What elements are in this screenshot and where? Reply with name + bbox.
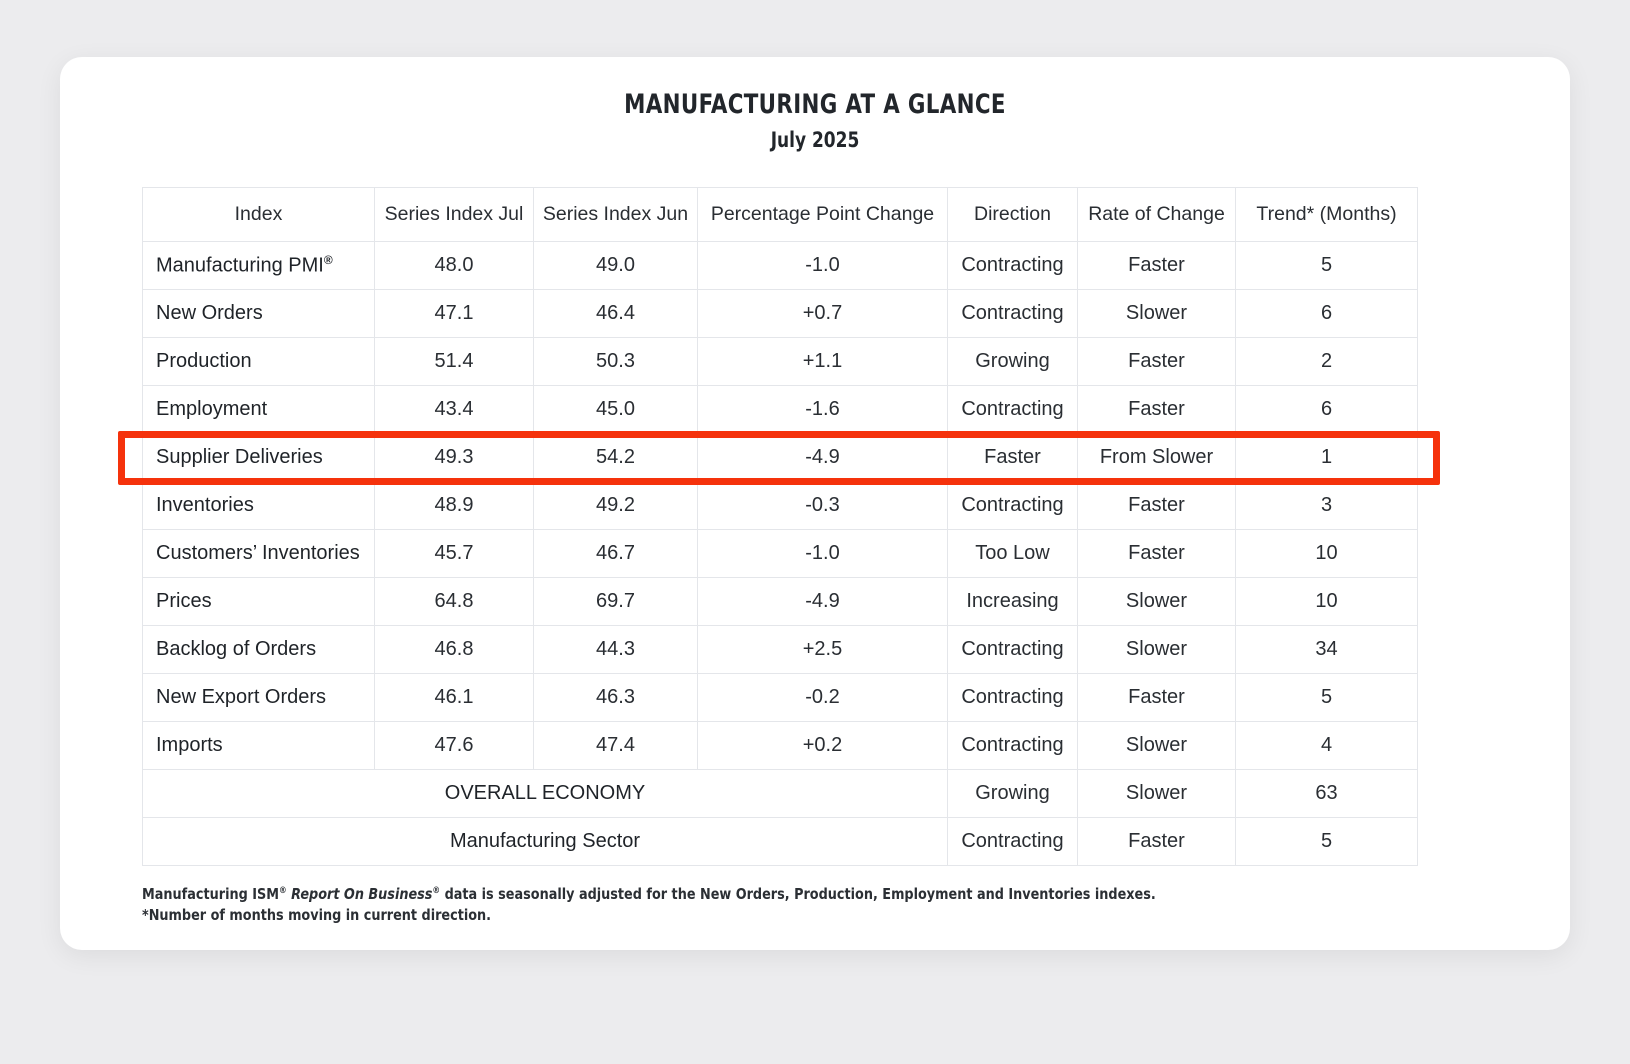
table-row (143, 338, 1418, 386)
cell-direction: Contracting (948, 290, 1078, 338)
cell-rate-of-change: Faster (1078, 386, 1236, 434)
cell-percentage-point-change: -4.9 (698, 434, 948, 482)
cell-trend-months: 3 (1236, 482, 1418, 530)
cell-direction: Contracting (948, 722, 1078, 770)
column-header-series-index-jun: Series Index Jun (534, 188, 698, 242)
cell-index-name: Imports (143, 722, 375, 770)
footnote-registered-2: ® (432, 886, 441, 896)
column-header-trend-months: Trend* (Months) (1236, 188, 1418, 242)
cell-summary-label: OVERALL ECONOMY (143, 770, 948, 818)
column-header-percentage-point-change: Percentage Point Change (698, 188, 948, 242)
cell-trend-months: 1 (1236, 434, 1418, 482)
table-header (143, 188, 1418, 242)
cell-percentage-point-change: -1.6 (698, 386, 948, 434)
cell-rate-of-change: From Slower (1078, 434, 1236, 482)
cell-trend-months: 2 (1236, 338, 1418, 386)
cell-trend-months: 4 (1236, 722, 1418, 770)
cell-series-index-jun: 49.0 (534, 242, 698, 290)
cell-percentage-point-change: -4.9 (698, 578, 948, 626)
cell-rate-of-change: Faster (1078, 818, 1236, 866)
column-header-series-index-jul: Series Index Jul (375, 188, 534, 242)
cell-series-index-jul: 48.9 (375, 482, 534, 530)
cell-rate-of-change: Slower (1078, 290, 1236, 338)
cell-series-index-jul: 47.1 (375, 290, 534, 338)
cell-series-index-jul: 45.7 (375, 530, 534, 578)
cell-trend-months: 6 (1236, 290, 1418, 338)
footnote-line-1 (142, 884, 1421, 905)
cell-percentage-point-change: -1.0 (698, 242, 948, 290)
cell-series-index-jul: 48.0 (375, 242, 534, 290)
cell-series-index-jun: 49.2 (534, 482, 698, 530)
table-row (143, 482, 1418, 530)
cell-percentage-point-change: +1.1 (698, 338, 948, 386)
cell-rate-of-change: Slower (1078, 770, 1236, 818)
cell-trend-months: 34 (1236, 626, 1418, 674)
table-row (143, 434, 1418, 482)
cell-series-index-jul: 51.4 (375, 338, 534, 386)
cell-series-index-jun: 54.2 (534, 434, 698, 482)
cell-index-name: Inventories (143, 482, 375, 530)
cell-direction: Increasing (948, 578, 1078, 626)
cell-direction: Contracting (948, 626, 1078, 674)
cell-series-index-jul: 46.8 (375, 626, 534, 674)
cell-direction: Contracting (948, 818, 1078, 866)
footnote-registered-1: ® (278, 886, 287, 896)
cell-rate-of-change: Faster (1078, 674, 1236, 722)
cell-series-index-jul: 46.1 (375, 674, 534, 722)
cell-direction: Too Low (948, 530, 1078, 578)
cell-direction: Contracting (948, 242, 1078, 290)
cell-percentage-point-change: -0.2 (698, 674, 948, 722)
cell-trend-months: 5 (1236, 674, 1418, 722)
cell-percentage-point-change: +2.5 (698, 626, 948, 674)
report-card (60, 57, 1570, 950)
footnote-ism-text: Manufacturing ISM (142, 885, 279, 903)
cell-trend-months: 10 (1236, 578, 1418, 626)
cell-rate-of-change: Faster (1078, 242, 1236, 290)
cell-index-name: Employment (143, 386, 375, 434)
table-row (143, 290, 1418, 338)
cell-index-name: Customers’ Inventories (143, 530, 375, 578)
cell-direction: Contracting (948, 386, 1078, 434)
footnote-seasonal-text: data is seasonally adjusted for the New Orders, Production, Employment and Inventories indexes. (444, 885, 1156, 903)
cell-series-index-jul: 64.8 (375, 578, 534, 626)
cell-summary-label: Manufacturing Sector (143, 818, 948, 866)
cell-trend-months: 6 (1236, 386, 1418, 434)
cell-index-name: New Orders (143, 290, 375, 338)
table-row (143, 626, 1418, 674)
cell-series-index-jul: 49.3 (375, 434, 534, 482)
cell-index-name: Manufacturing PMI® (143, 242, 375, 290)
cell-index-name: Supplier Deliveries (143, 434, 375, 482)
cell-series-index-jun: 46.4 (534, 290, 698, 338)
cell-trend-months: 5 (1236, 818, 1418, 866)
cell-direction: Contracting (948, 482, 1078, 530)
cell-trend-months: 63 (1236, 770, 1418, 818)
cell-direction: Growing (948, 338, 1078, 386)
column-header-direction: Direction (948, 188, 1078, 242)
cell-direction: Contracting (948, 674, 1078, 722)
summary-row (143, 818, 1418, 866)
cell-series-index-jun: 50.3 (534, 338, 698, 386)
cell-direction: Faster (948, 434, 1078, 482)
table-row (143, 674, 1418, 722)
table-row (143, 578, 1418, 626)
cell-series-index-jun: 69.7 (534, 578, 698, 626)
cell-percentage-point-change: -1.0 (698, 530, 948, 578)
title-block (60, 57, 1570, 152)
cell-rate-of-change: Faster (1078, 530, 1236, 578)
cell-series-index-jun: 44.3 (534, 626, 698, 674)
cell-rate-of-change: Slower (1078, 626, 1236, 674)
header-row (143, 188, 1418, 242)
cell-index-name: Prices (143, 578, 375, 626)
table-row (143, 530, 1418, 578)
cell-index-name: Backlog of Orders (143, 626, 375, 674)
cell-trend-months: 10 (1236, 530, 1418, 578)
table-row (143, 242, 1418, 290)
summary-row (143, 770, 1418, 818)
cell-series-index-jun: 46.3 (534, 674, 698, 722)
cell-series-index-jun: 45.0 (534, 386, 698, 434)
cell-rate-of-change: Faster (1078, 482, 1236, 530)
manufacturing-at-a-glance-table (142, 187, 1418, 866)
footnote-line-2: *Number of months moving in current direction. (142, 906, 492, 925)
cell-direction: Growing (948, 770, 1078, 818)
cell-series-index-jul: 47.6 (375, 722, 534, 770)
table-container (142, 187, 1488, 866)
cell-series-index-jun: 47.4 (534, 722, 698, 770)
cell-index-name: New Export Orders (143, 674, 375, 722)
cell-index-name: Production (143, 338, 375, 386)
column-header-rate-of-change: Rate of Change (1078, 188, 1236, 242)
cell-series-index-jun: 46.7 (534, 530, 698, 578)
cell-rate-of-change: Slower (1078, 578, 1236, 626)
cell-rate-of-change: Faster (1078, 338, 1236, 386)
cell-series-index-jul: 43.4 (375, 386, 534, 434)
cell-percentage-point-change: +0.2 (698, 722, 948, 770)
cell-percentage-point-change: +0.7 (698, 290, 948, 338)
cell-percentage-point-change: -0.3 (698, 482, 948, 530)
page-subtitle: July 2025 (770, 128, 860, 152)
page-title: MANUFACTURING AT A GLANCE (624, 89, 1006, 120)
registered-trademark-icon: ® (323, 253, 333, 268)
footnote-report-title: Report On Business (291, 885, 433, 903)
table-row (143, 722, 1418, 770)
footnotes (142, 884, 1421, 927)
cell-rate-of-change: Slower (1078, 722, 1236, 770)
cell-trend-months: 5 (1236, 242, 1418, 290)
table-body (143, 242, 1418, 866)
table-row (143, 386, 1418, 434)
column-header-index: Index (143, 188, 375, 242)
